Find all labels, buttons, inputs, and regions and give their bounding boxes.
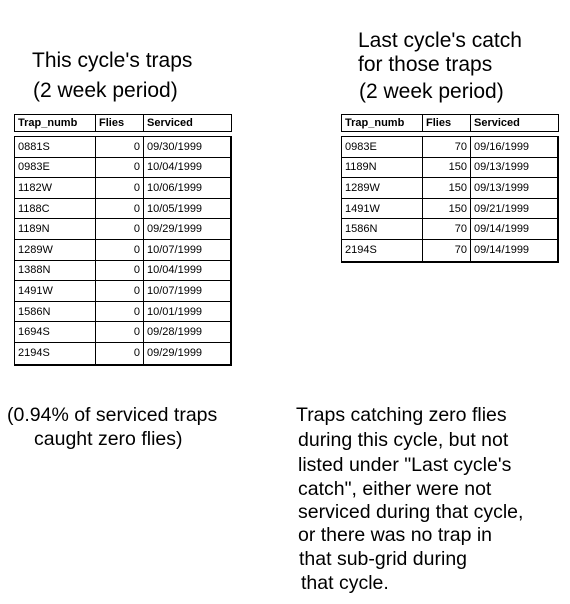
table-row <box>342 137 557 158</box>
cell-trap-numb: 1289W <box>345 181 380 194</box>
cell-flies: 150 <box>422 178 470 198</box>
cell-trap-numb: 1491W <box>18 284 53 297</box>
cell-trap-numb: 1586N <box>345 223 378 236</box>
table-row <box>342 240 557 261</box>
explanation-note-line6: or there was no trap in <box>298 524 493 546</box>
cell-trap-numb: 1189N <box>18 223 50 236</box>
table-row <box>342 219 557 240</box>
table-row <box>15 302 230 323</box>
cell-trap-numb: 2194S <box>345 244 377 257</box>
table-body <box>341 136 559 263</box>
cell-flies: 150 <box>422 199 470 219</box>
explanation-note-line2: during this cycle, but not <box>298 429 509 451</box>
cell-trap-numb: 1182W <box>18 181 53 194</box>
zero-flies-percentage-note-line1: (0.94% of serviced traps <box>7 404 218 426</box>
cell-serviced: 09/21/1999 <box>470 199 557 219</box>
table-row <box>15 199 230 220</box>
column-header-trap-numb: Trap_numb <box>345 117 405 129</box>
column-header-flies: Flies <box>422 115 470 131</box>
cell-serviced: 09/13/1999 <box>470 158 557 178</box>
cell-trap-numb: 0983E <box>345 140 377 153</box>
cell-flies: 0 <box>95 261 143 281</box>
table-row <box>15 343 230 364</box>
cell-serviced: 10/07/1999 <box>143 240 230 260</box>
cell-flies: 70 <box>422 240 470 261</box>
zero-flies-percentage-note-line2: caught zero flies) <box>34 428 183 450</box>
cell-flies: 0 <box>95 343 143 364</box>
cell-serviced: 09/14/1999 <box>470 240 557 261</box>
cell-serviced: 10/06/1999 <box>143 178 230 198</box>
cell-serviced: 09/14/1999 <box>470 219 557 239</box>
cell-trap-numb: 0881S <box>18 140 50 153</box>
table-header <box>341 114 559 132</box>
table-row <box>15 137 230 158</box>
explanation-note-line8: that cycle. <box>301 572 389 594</box>
last-cycle-catch-table <box>341 114 559 263</box>
explanation-note-line1: Traps catching zero flies <box>296 404 507 426</box>
cell-flies: 0 <box>95 281 143 301</box>
cell-serviced: 09/16/1999 <box>470 137 557 157</box>
cell-serviced: 10/04/1999 <box>143 261 230 281</box>
cell-trap-numb: 1189N <box>345 161 377 174</box>
table-row <box>342 199 557 220</box>
cell-flies: 0 <box>95 302 143 322</box>
right-title-line3: (2 week period) <box>359 80 504 103</box>
cell-serviced: 10/01/1999 <box>143 302 230 322</box>
table-body <box>14 136 232 366</box>
table-row <box>15 178 230 199</box>
cell-trap-numb: 1289W <box>18 243 53 256</box>
table-row <box>15 322 230 343</box>
cell-flies: 0 <box>95 199 143 219</box>
cell-trap-numb: 1694S <box>18 326 50 339</box>
explanation-note-line7: that sub-grid during <box>299 548 468 570</box>
column-header-flies: Flies <box>95 115 143 131</box>
cell-serviced: 10/07/1999 <box>143 281 230 301</box>
table-row <box>342 178 557 199</box>
cell-serviced: 09/13/1999 <box>470 178 557 198</box>
table-header <box>14 114 232 132</box>
column-header-trap-numb: Trap_numb <box>18 117 78 129</box>
cell-flies: 150 <box>422 158 470 178</box>
explanation-note-line5: serviced during that cycle, <box>298 501 524 523</box>
cell-flies: 0 <box>95 240 143 260</box>
cell-serviced: 09/30/1999 <box>143 137 230 157</box>
explanation-note-line4: catch", either were not <box>298 478 492 500</box>
cell-serviced: 09/28/1999 <box>143 322 230 342</box>
cell-flies: 70 <box>422 137 470 157</box>
table-row <box>15 240 230 261</box>
table-row <box>15 261 230 282</box>
cell-flies: 70 <box>422 219 470 239</box>
table-row <box>15 219 230 240</box>
cell-flies: 0 <box>95 322 143 342</box>
table-row <box>15 158 230 179</box>
table-row <box>342 158 557 179</box>
cell-trap-numb: 1388N <box>18 264 51 277</box>
right-title-line1: Last cycle's catch <box>358 29 522 52</box>
cell-flies: 0 <box>95 137 143 157</box>
cell-serviced: 10/04/1999 <box>143 158 230 178</box>
explanation-note-line3: listed under "Last cycle's <box>298 454 512 476</box>
cell-flies: 0 <box>95 219 143 239</box>
cell-trap-numb: 0983E <box>18 161 50 174</box>
left-title-line2: (2 week period) <box>33 79 178 102</box>
table-row <box>15 281 230 302</box>
cell-trap-numb: 2194S <box>18 347 50 360</box>
this-cycle-traps-table <box>14 114 232 366</box>
column-header-serviced: Serviced <box>470 115 557 131</box>
cell-serviced: 10/05/1999 <box>143 199 230 219</box>
right-title-line2: for those traps <box>358 53 493 76</box>
cell-trap-numb: 1188C <box>18 202 50 215</box>
column-header-serviced: Serviced <box>143 115 230 131</box>
cell-flies: 0 <box>95 178 143 198</box>
cell-trap-numb: 1491W <box>345 202 380 215</box>
cell-trap-numb: 1586N <box>18 305 51 318</box>
cell-flies: 0 <box>95 158 143 178</box>
cell-serviced: 09/29/1999 <box>143 219 230 239</box>
cell-serviced: 09/29/1999 <box>143 343 230 364</box>
left-title-line1: This cycle's traps <box>32 49 193 72</box>
